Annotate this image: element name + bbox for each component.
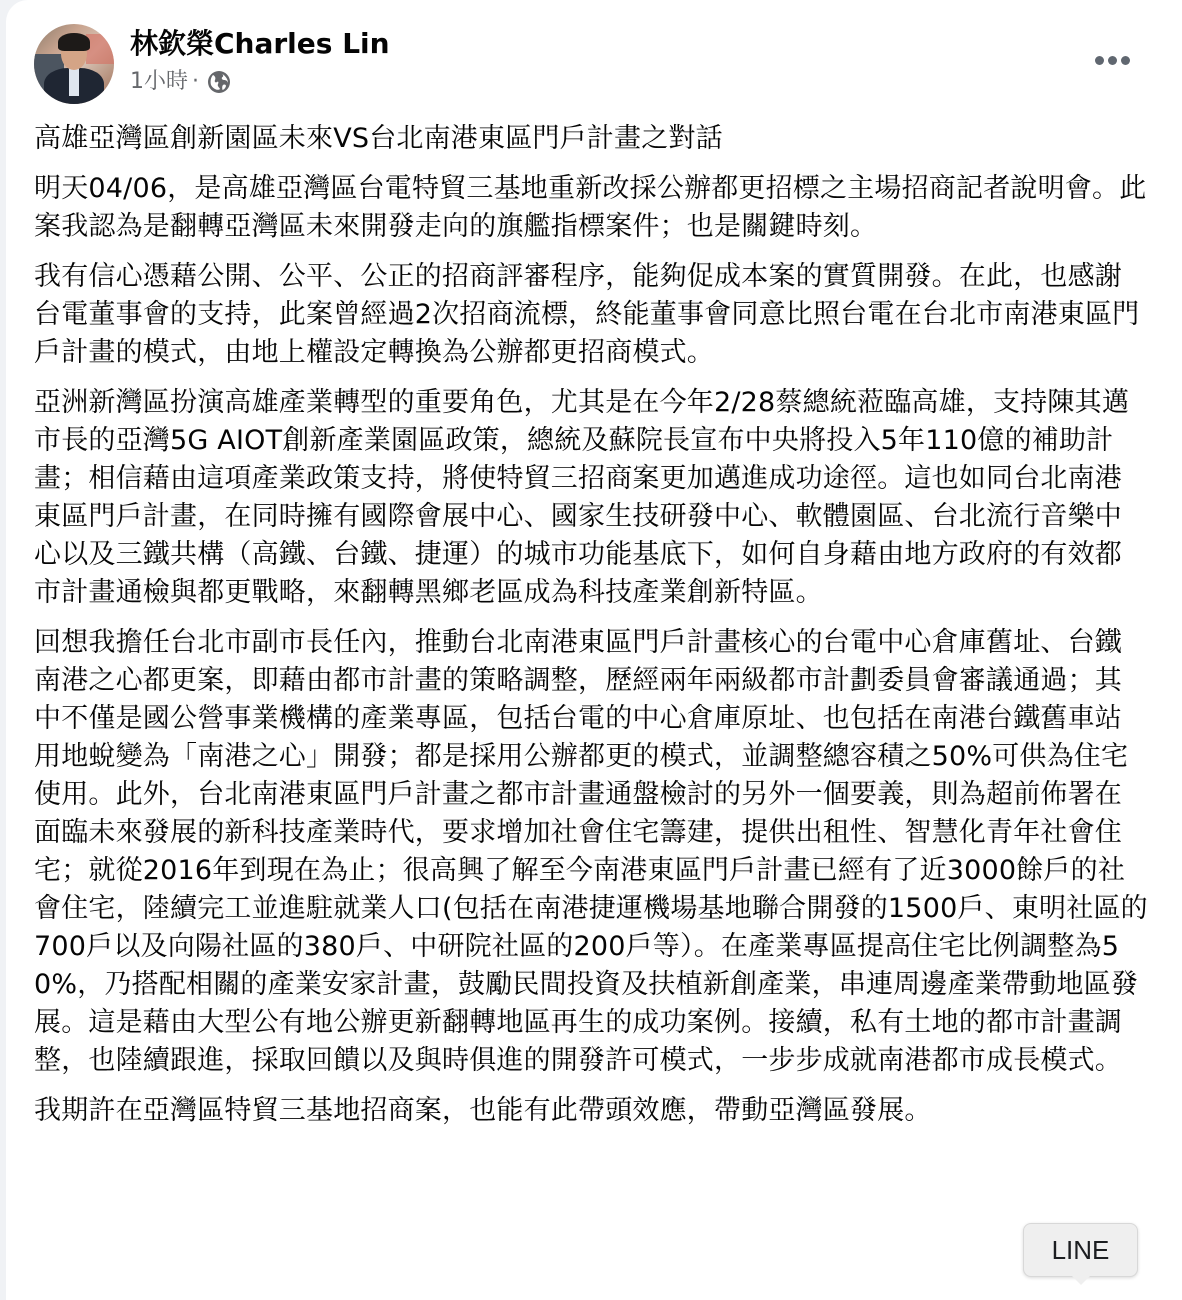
meta-separator: · [192, 69, 199, 94]
more-options-button[interactable] [1088, 44, 1136, 76]
post-body [34, 120, 1149, 1142]
post-paragraph: 我有信心憑藉公開、公平、公正的招商評審程序，能夠促成本案的實質開發。在此，也感謝台電董事會的支持，此案曾經過2次招商流標，終能董事會同意比照台電在台北市南港東區門戶計畫的模式，由地上權設定轉換為公辦都更招商模式。 [34, 261, 1140, 368]
more-icon-dot [1108, 56, 1117, 65]
post-paragraph: 亞洲新灣區扮演高雄產業轉型的重要角色，尤其是在今年2/28蔡總統蒞臨高雄，支持陳其邁市長的亞灣5G AIOT創新產業園區政策，總統及蘇院長宣布中央將投入5年110億的補助計畫；相信藉由這項產業政策支持，將使特貿三招商案更加邁進成功途徑。這也如同台北南港東區門戶計畫，在同時擁有國際會展中心、國家生技研發中心、軟體園區、台北流行音樂中心以及三鐵共構（高鐵、台鐵、捷運）的城市功能基底下，如何自身藉由地方政府的有效都市計畫通檢與都更戰略，來翻轉黑鄉老區成為科技產業創新特區。 [34, 387, 1130, 608]
more-icon-dot [1095, 56, 1104, 65]
post-paragraph: 我期許在亞灣區特貿三基地招商案，也能有此帶頭效應，帶動亞灣區發展。 [34, 1095, 932, 1126]
post-meta [130, 67, 231, 97]
more-icon-dot [1121, 56, 1130, 65]
post-title: 高雄亞灣區創新園區未來VS台北南港東區門戶計畫之對話 [34, 123, 723, 154]
line-share-tooltip [1023, 1223, 1138, 1277]
post-paragraph: 明天04/06，是高雄亞灣區台電特貿三基地重新改採公辦都更招標之主場招商記者說明會。此案我認為是翻轉亞灣區未來開發走向的旗艦指標案件；也是關鍵時刻。 [34, 173, 1147, 242]
post-paragraph: 回想我擔任台北市副市長任內，推動台北南港東區門戶計畫核心的台電中心倉庫舊址、台鐵南港之心都更案，即藉由都市計畫的策略調整，歷經兩年兩級都市計劃委員會審議通過；其中不僅是國公營事業機構的產業專區，包括台電的中心倉庫原址、也包括在南港台鐵舊車站用地蛻變為「南港之心」開發；都是採用公辦都更的模式，並調整總容積之50%可供為住宅使用。此外，台北南港東區門戶計畫之都市計畫通盤檢討的另外一個要義，則為超前佈署在面臨未來發展的新科技產業時代，要求增加社會住宅籌建，提供出租性、智慧化青年社會住宅；就從2016年到現在為止；很高興了解至今南港東區門戶計畫已經有了近3000餘戶的社會住宅，陸續完工並進駐就業人口(包括在南港捷運機場基地聯合開發的1500戶、東明社區的700戶以及向陽社區的380戶、中研院社區的200戶等）。在產業專區提高住宅比例調整為50%，乃搭配相關的產業安家計畫，鼓勵民間投資及扶植新創產業，串連周邊產業帶動地區發展。這是藉由大型公有地公辦更新翻轉地區再生的成功案例。接續，私有土地的都市計畫調整，也陸續跟進，採取回饋以及與時俱進的開發許可模式，一步步成就南港都市成長模式。 [34, 627, 1148, 1076]
post-header [0, 0, 1182, 120]
globe-icon[interactable] [207, 70, 231, 94]
avatar-shirt [69, 68, 79, 96]
avatar-background-right [86, 34, 114, 64]
post-timestamp[interactable]: 1小時 [130, 69, 188, 94]
author-name[interactable]: 林欽榮Charles Lin [130, 27, 390, 60]
tooltip-label: LINE [1051, 1234, 1110, 1265]
avatar-hair [58, 33, 90, 51]
author-avatar[interactable] [34, 24, 114, 104]
